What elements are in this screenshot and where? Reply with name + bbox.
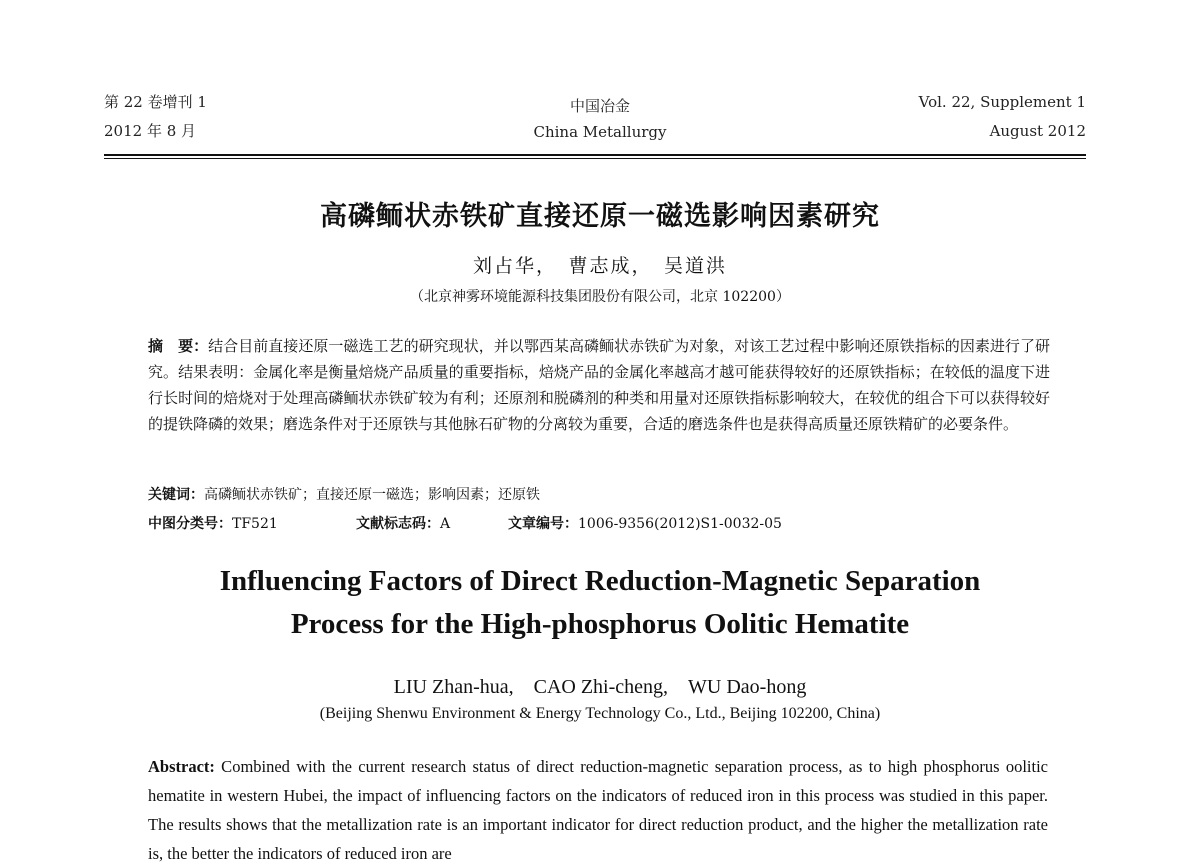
abstract-en — [148, 752, 1048, 868]
abstract-cn — [148, 333, 1050, 437]
keywords-cn — [148, 484, 540, 504]
keywords-label-cn: 关键词： — [148, 487, 204, 503]
header-rule-thin — [104, 158, 1086, 159]
journal-issue-header-en — [919, 92, 1086, 141]
volume-label-en: Vol. 22, Supplement 1 — [918, 93, 1086, 111]
clc-value: TF521 — [232, 516, 278, 532]
authors-en: LIU Zhan-hua, CAO Zhi-cheng, WU Dao-hong — [393, 676, 807, 698]
clc-label: 中图分类号： — [148, 516, 232, 532]
article-no-value: 1006-9356(2012)S1-0032-05 — [578, 516, 782, 532]
affiliation-cn: （北京神雾环境能源科技集团股份有限公司，北京 102200） — [410, 289, 790, 305]
journal-name-cn: 中国冶金 — [569, 97, 630, 115]
abstract-label-cn: 摘 要： — [148, 337, 209, 355]
article-no-label: 文章编号： — [508, 516, 578, 532]
abstract-text-en: Combined with the current research status of direct reduction-magnetic separation process, as to high phosphorus oolitic hematite in western Hubei, the impact of influencing factors on the indicators of reduced iron in this process was studied in this paper. The results shows that the metallization rate is an important indicator for direct reduction product, and the higher the metallization rate is, the better the indicators of reduced iron are — [148, 757, 1048, 863]
affiliation-en: (Beijing Shenwu Environment & Energy Technology Co., Ltd., Beijing 102200, China) — [319, 705, 881, 722]
volume-label: 第 22 卷增刊 1 — [104, 93, 207, 111]
date-label-en: August 2012 — [989, 122, 1086, 140]
authors-cn: 刘占华， 曹志成， 吴道洪 — [472, 255, 727, 277]
paper-title-cn: 高磷鲕状赤铁矿直接还原一磁选影响因素研究 — [320, 201, 880, 232]
paper-title-en — [0, 560, 1200, 646]
keywords-text-cn: 高磷鲕状赤铁矿；直接还原一磁选；影响因素；还原铁 — [204, 487, 540, 503]
paper-title-en-line2: Process for the High-phosphorus Oolitic Hematite — [290, 608, 910, 640]
abstract-text-cn: 结合目前直接还原一磁选工艺的研究现状，并以鄂西某高磷鲕状赤铁矿为对象，对该工艺过程中影响还原铁指标的因素进行了研究。结果表明：金属化率是衡量焙烧产品质量的重要指标，焙烧产品的金属化率越高才越可能获得较好的还原铁指标；在较低的温度下进行长时间的焙烧对于处理高磷鲕状赤铁矿较为有利；还原剂和脱磷剂的种类和用量对还原铁指标影响较大，在较优的组合下可以获得较好的提铁降磷的效果；磨选条件对于还原铁与其他脉石矿物的分离较为重要，合适的磨选条件也是获得高质量还原铁精矿的必要条件。 — [148, 337, 1050, 433]
journal-name-en: China Metallurgy — [533, 123, 667, 141]
paper-title-en-line1: Influencing Factors of Direct Reduction-Magnetic Separation — [219, 565, 981, 597]
classification-line — [148, 513, 1048, 533]
doc-code-label: 文献标志码： — [356, 516, 440, 532]
header-rule-thick — [104, 154, 1086, 156]
doc-code-value: A — [440, 516, 451, 532]
date-label: 2012 年 8 月 — [104, 122, 197, 140]
abstract-label-en: Abstract: — [148, 757, 215, 776]
